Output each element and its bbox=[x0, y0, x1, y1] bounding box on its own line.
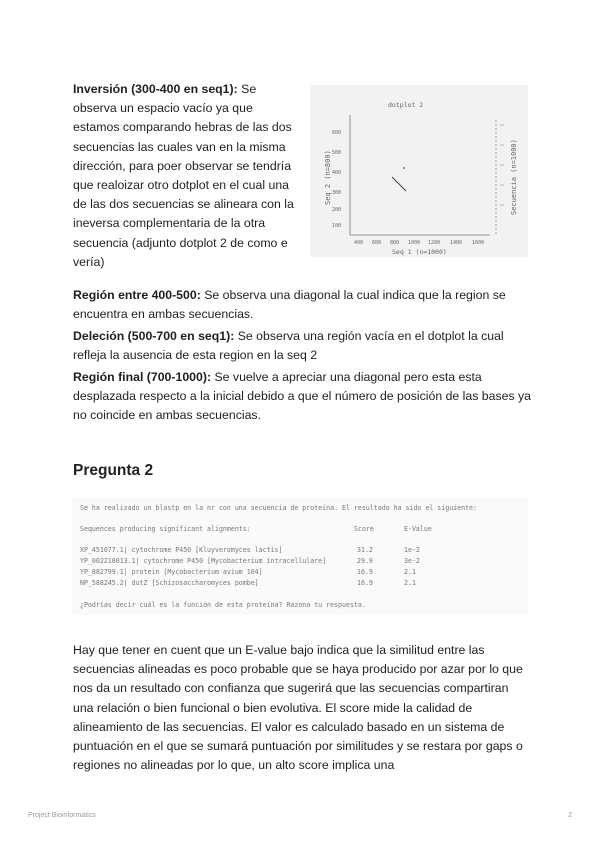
dotplot-xtick: 1400 bbox=[450, 240, 463, 246]
dotplot-xtick: 1600 bbox=[472, 240, 485, 246]
delecion-paragraph bbox=[73, 327, 533, 365]
dotplot-xlabel: Seq 1 (n=1000) bbox=[392, 248, 447, 256]
dotplot-ytick: 200 bbox=[332, 207, 342, 213]
blast-results-image bbox=[72, 497, 528, 615]
region-400-500-text: Se observa una diagonal la cual indica que la region se encuentra en ambas secuencias. bbox=[73, 288, 506, 322]
dotplot-ytick: 400 bbox=[332, 170, 342, 176]
dotplot-xtick: 1200 bbox=[428, 240, 441, 246]
dotplot-2-image bbox=[310, 85, 528, 257]
dotplot-ytick: 100 bbox=[332, 223, 342, 229]
blast-row-evalue: 3e-2 bbox=[404, 557, 420, 565]
dotplot-xtick: 800 bbox=[390, 240, 400, 246]
blast-row-score: 31.2 bbox=[357, 546, 373, 554]
blast-row-score: 29.9 bbox=[357, 557, 373, 565]
footer-page-number: 2 bbox=[568, 812, 572, 819]
region-final-label: Región final (700-1000): bbox=[73, 370, 212, 384]
blast-row-score: 16.9 bbox=[357, 568, 373, 576]
blast-row-desc: YP_882799.1| protein [Mycobacterium avium 104] bbox=[80, 568, 263, 576]
pregunta-2-heading: Pregunta 2 bbox=[73, 462, 154, 479]
blast-intro: Se ha realizado un blastp en la nr con una secuencia de proteína. El resultado ha sido el siguiente: bbox=[80, 504, 477, 512]
region-400-500-paragraph bbox=[73, 286, 533, 324]
blast-row-evalue: 2.1 bbox=[404, 568, 416, 576]
blast-row-desc: YP_002218013.1| cytochrome P450 [Mycobacterium intracellulare] bbox=[80, 557, 327, 565]
dotplot-ylabel: Seq 2 (n=800) bbox=[324, 150, 332, 205]
blast-header-score: Score bbox=[354, 525, 374, 533]
blast-header-desc: Sequences producing significant alignments: bbox=[80, 525, 251, 533]
blast-row-desc: NP_588245.2| dutZ [Schizosaccharomyces pombe] bbox=[80, 579, 259, 587]
blast-row-evalue: 2.1 bbox=[404, 579, 416, 587]
dotplot-title: dotplot 2 bbox=[388, 101, 424, 109]
blast-row-evalue: 1e-2 bbox=[404, 546, 420, 554]
inversion-paragraph bbox=[73, 80, 295, 272]
region-final-paragraph bbox=[73, 368, 533, 426]
blast-header-evalue: E-Value bbox=[404, 525, 432, 533]
region-400-500-label: Región entre 400-500: bbox=[73, 288, 201, 302]
dotplot-right-label: Secuencia (n=1000) bbox=[510, 139, 518, 215]
delecion-label: Deleción (500-700 en seq1): bbox=[73, 329, 235, 343]
inversion-label: Inversión (300-400 en seq1): bbox=[73, 82, 238, 96]
dotplot-xtick: 1000 bbox=[408, 240, 421, 246]
delecion-text: Se observa una región vacía en el dotplot la cual refleja la ausencia de esta region en la seq 2 bbox=[73, 329, 504, 363]
dotplot-xtick: 600 bbox=[372, 240, 382, 246]
region-final-text: Se vuelve a apreciar una diagonal pero esta esta desplazada respecto a la inicial debido a que el número de posición de las bases ya no coincide en ambas secuencias. bbox=[73, 370, 532, 423]
dotplot-xtick: 400 bbox=[354, 240, 364, 246]
dotplot-ytick: 500 bbox=[332, 150, 342, 156]
answer-paragraph: Hay que tener en cuent que un E-value bajo indica que la similitud entre las secuencias alineadas es poco probable que se haya producido por azar por lo que nos da un resultado con confianza que sugerirá que las secuencias compartiran una relación o bien funcional o bien evolutiva. El score mide la calidad de alineamiento de las secuencias. El valor es calculado basado en un sistema de puntuación en el que se sumará puntuación por similitudes y se restara por gaps o regiones no alineadas por lo que, un alto score implica una bbox=[73, 643, 523, 773]
blast-row-score: 16.9 bbox=[357, 579, 373, 587]
inversion-text: Se observa un espacio vacío ya que estamos comparando hebras de las dos secuencias las cuales van en la misma dirección, para poer observar se tendría que realoizar otro dotplot en el cual una de las dos secuencias se alineara con la ineversa complementaria de la otra secuencia (adjunto dotplot 2 de como e vería) bbox=[73, 82, 294, 269]
blast-question: ¿Podrías decir cuál es la función de esta proteína? Razona tu respuesta. bbox=[80, 601, 366, 609]
blast-row-desc: XP_451077.1| cytochrome P450 [Kluyveromyces lactis] bbox=[80, 546, 283, 554]
dotplot-ytick: 600 bbox=[332, 130, 342, 136]
dotplot-ytick: 300 bbox=[332, 190, 342, 196]
footer-project-name: Project Bioinformatics bbox=[28, 812, 96, 819]
